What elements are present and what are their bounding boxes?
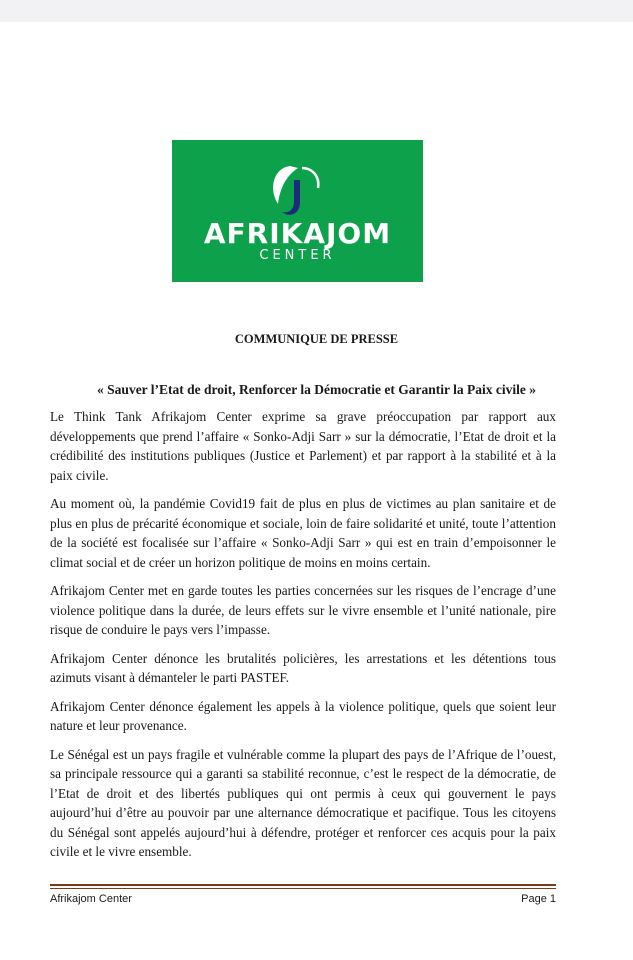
paragraph-5: Afrikajom Center dénonce également les appels à la violence politique, quels que soient leur nature et leur provenance. <box>50 698 556 733</box>
afrikajom-logo <box>172 140 423 282</box>
paragraph-2: Au moment où, la pandémie Covid19 fait de plus en plus de victimes au plan sanitaire et de plus en plus de précarité économique et sociale, loin de faire solidarité et unité, toute l’attention de la société est focalisée sur l’affaire « Sonko-Adji Sarr » qui est en train d’empoisonner le climat social et de créer un horizon politique de moins en moins certain. <box>50 496 556 570</box>
paragraph-6: Le Sénégal est un pays fragile et vulnérable comme la plupart des pays de l’Afrique de l’ouest, sa principale ressource qui a garanti sa stabilité reconnue, c’est le respect de la démocratie, de l’Etat de droit et des libertés publiques qui ont permis à ceux qui gouvernent le pays aujourd’hui d’être au pouvoir par une alternance démocratique et pacifique. Tous les citoyens du Sénégal sont appelés aujourd’hui à défendre, protéger et renforcer ces acquis pour la paix civile et le vivre ensemble. <box>50 746 556 859</box>
logo-brand-text: AFRIKAJOM <box>203 217 392 250</box>
footer-page-number: Page 1 <box>521 893 556 905</box>
footer-rule-thin <box>50 888 556 889</box>
logo-sub-text: CENTER <box>259 248 336 263</box>
document-heading: COMMUNIQUE DE PRESSE <box>234 332 399 346</box>
logo-mark-icon <box>260 158 332 222</box>
top-band <box>0 0 633 22</box>
paragraph-1: Le Think Tank Afrikajom Center exprime sa grave préoccupation par rapport aux développements que prend l’affaire « Sonko-Adji Sarr » sur la démocratie, l’Etat de droit et la crédibilité des institutions publiques (Justice et Parlement) et par rapport à la stabilité et à la paix civile. <box>50 409 556 483</box>
paragraph-3: Afrikajom Center met en garde toutes les parties concernées sur les risques de l’encrage d’une violence politique dans la durée, de leurs effets sur le vivre ensemble et l’unité nationale, pire risque de conduire le pays vers l’impasse. <box>50 583 556 637</box>
footer-rule-thick <box>50 884 556 886</box>
footer-organization: Afrikajom Center <box>50 893 132 905</box>
paragraph-4: Afrikajom Center dénonce les brutalités policières, les arrestations et les détentions tous azimuts visant à démanteler le parti PASTEF. <box>50 650 556 685</box>
document-body <box>50 407 556 871</box>
document-subtitle: « Sauver l’Etat de droit, Renforcer la Démocratie et Garantir la Paix civile » <box>97 382 536 397</box>
